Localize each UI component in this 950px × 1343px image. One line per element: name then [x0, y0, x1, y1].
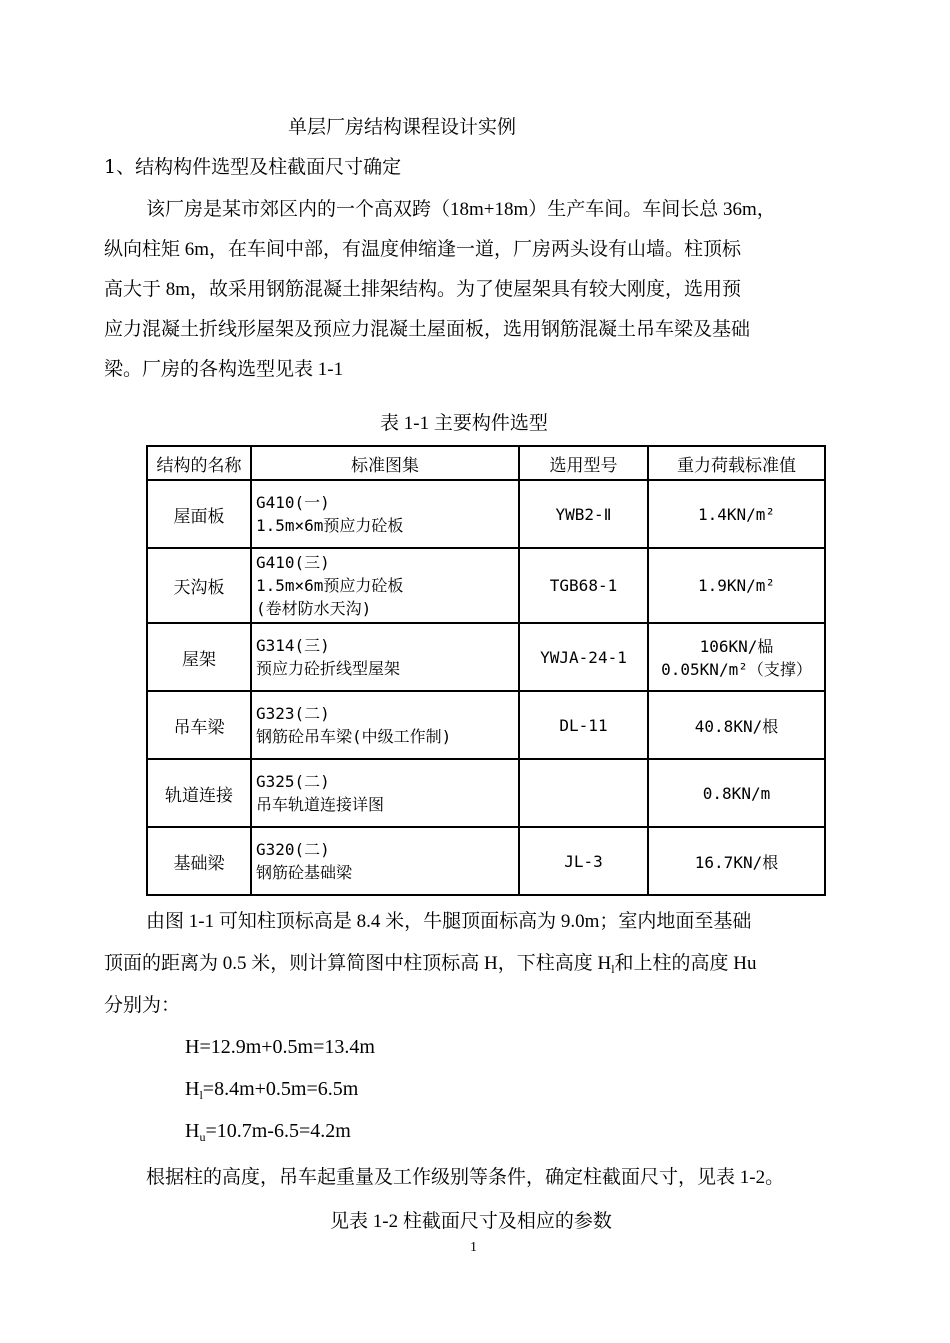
- formula-hl: [185, 1078, 358, 1103]
- formula-h: H=12.9m+0.5m=13.4m: [185, 1036, 375, 1058]
- atlas-line: G323(二): [256, 704, 330, 723]
- component-name: 天沟板: [147, 548, 251, 623]
- load-cell: 16.7KN/根: [648, 827, 825, 895]
- paragraph-line: [104, 948, 757, 977]
- component-name: 屋架: [147, 623, 251, 691]
- text-run: H: [185, 1120, 200, 1142]
- atlas-cell: [251, 480, 519, 548]
- atlas-line: G314(三): [256, 636, 330, 655]
- model-cell: DL-11: [519, 691, 648, 759]
- load-line: 106KN/榀: [699, 637, 774, 656]
- atlas-line: 1.5m×6m预应力砼板: [256, 516, 404, 535]
- load-line: 0.05KN/m²（支撑）: [661, 660, 812, 679]
- page-number: 1: [470, 1240, 477, 1255]
- document-title: 单层厂房结构课程设计实例: [288, 116, 517, 138]
- table-row: [147, 480, 825, 548]
- table-row: [147, 759, 825, 827]
- atlas-line: G320(二): [256, 840, 330, 859]
- atlas-line: 1.5m×6m预应力砼板: [256, 576, 404, 595]
- atlas-cell: [251, 691, 519, 759]
- component-name: 屋面板: [147, 480, 251, 548]
- text-run: 和上柱的高度 Hu: [614, 953, 757, 974]
- paragraph-line: 梁。厂房的各构选型见表 1-1: [104, 359, 344, 380]
- text-run: =10.7m-6.5=4.2m: [205, 1120, 351, 1142]
- paragraph-line: 高大于 8m，故采用钢筋混凝土排架结构。为了使屋架具有较大刚度，选用预: [104, 279, 742, 300]
- table-row: [147, 623, 825, 691]
- load-cell: 1.4KN/m²: [648, 480, 825, 548]
- table-row: [147, 548, 825, 623]
- table-row: [147, 691, 825, 759]
- header-cell: 选用型号: [519, 446, 648, 480]
- subscript: l: [611, 962, 615, 976]
- atlas-line: 预应力砼折线型屋架: [256, 659, 401, 678]
- table-caption: 见表 1-2 柱截面尺寸及相应的参数: [330, 1211, 612, 1232]
- text-run: 顶面的距离为 0.5 米，则计算简图中柱顶标高 H，下柱高度 H: [104, 953, 612, 974]
- paragraph-line: 应力混凝土折线形屋架及预应力混凝土屋面板，选用钢筋混凝土吊车梁及基础: [104, 319, 751, 340]
- atlas-line: G410(三): [256, 553, 330, 572]
- paragraph-line: 该厂房是某市郊区内的一个高双跨（18m+18m）生产车间。车间长总 36m，: [146, 199, 776, 220]
- paragraph-line: 由图 1-1 可知柱顶标高是 8.4 米，牛腿顶面标高为 9.0m；室内地面至基础: [146, 911, 752, 932]
- table-caption: 表 1-1 主要构件选型: [380, 413, 548, 434]
- model-cell: YWJA-24-1: [519, 623, 648, 691]
- atlas-line: G410(一): [256, 493, 330, 512]
- atlas-line: G325(二): [256, 772, 330, 791]
- atlas-cell: [251, 623, 519, 691]
- subscript: l: [199, 1088, 203, 1102]
- load-cell: 40.8KN/根: [648, 691, 825, 759]
- model-cell: TGB68-1: [519, 548, 648, 623]
- table-header-row: [147, 446, 825, 480]
- model-cell: JL-3: [519, 827, 648, 895]
- paragraph-line: 分别为：: [104, 995, 181, 1016]
- atlas-cell: [251, 548, 519, 623]
- load-cell: 0.8KN/m: [648, 759, 825, 827]
- model-cell: [519, 759, 648, 827]
- text-run: =8.4m+0.5m=6.5m: [202, 1078, 359, 1100]
- atlas-line: (卷材防水天沟): [256, 599, 372, 618]
- subscript: u: [199, 1130, 206, 1144]
- paragraph-line: 纵向柱矩 6m，在车间中部，有温度伸缩逢一道，厂房两头设有山墙。柱顶标: [104, 239, 742, 260]
- model-cell: YWB2-Ⅱ: [519, 480, 648, 548]
- component-name: 轨道连接: [147, 759, 251, 827]
- text-run: H: [185, 1078, 200, 1100]
- paragraph-line: 根据柱的高度，吊车起重量及工作级别等条件，确定柱截面尺寸，见表 1-2。: [146, 1167, 785, 1188]
- component-table: [146, 445, 826, 896]
- formula-hu: [185, 1120, 351, 1145]
- load-cell: 1.9KN/m²: [648, 548, 825, 623]
- table-row: [147, 827, 825, 895]
- atlas-line: 吊车轨道连接详图: [256, 795, 385, 814]
- atlas-line: 钢筋砼吊车梁(中级工作制): [256, 727, 452, 746]
- load-cell: [648, 623, 825, 691]
- header-cell: 标准图集: [251, 446, 519, 480]
- section-heading: 1、结构构件选型及柱截面尺寸确定: [104, 156, 402, 178]
- component-name: 吊车梁: [147, 691, 251, 759]
- component-name: 基础梁: [147, 827, 251, 895]
- atlas-cell: [251, 759, 519, 827]
- header-cell: 重力荷载标准值: [648, 446, 825, 480]
- atlas-line: 钢筋砼基础梁: [256, 863, 353, 882]
- atlas-cell: [251, 827, 519, 895]
- header-cell: 结构的名称: [147, 446, 251, 480]
